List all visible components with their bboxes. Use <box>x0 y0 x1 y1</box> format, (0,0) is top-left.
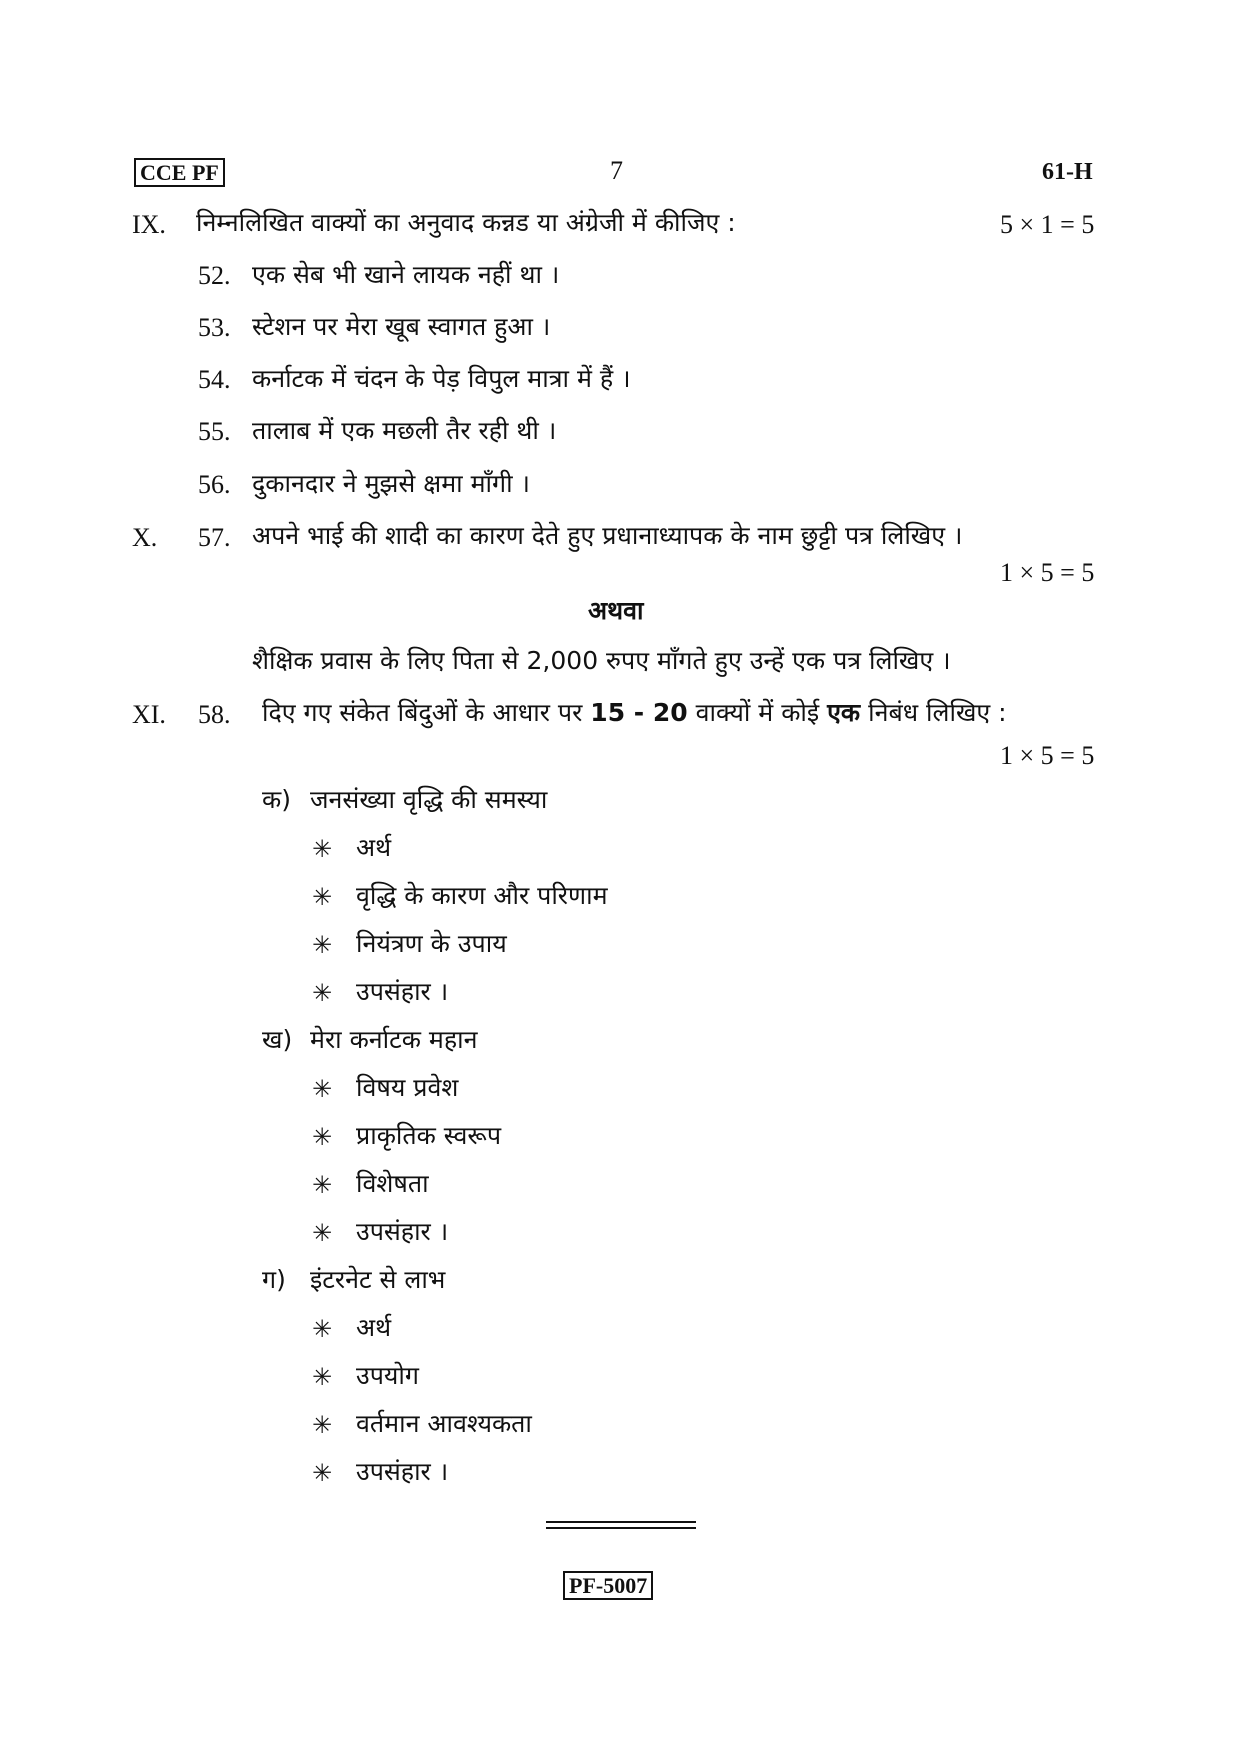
question-text: तालाब में एक मछली तैर रही थी । <box>252 416 557 445</box>
essay-point: नियंत्रण के उपाय <box>356 929 507 958</box>
essay-topic-title: जनसंख्या वृद्धि की समस्या <box>310 785 548 814</box>
section-x-roman: X. <box>132 523 158 552</box>
question-number: 58. <box>198 700 231 729</box>
essay-point: वर्तमान आवश्यकता <box>356 1409 532 1438</box>
section-xi-marks: 1 × 5 = 5 <box>1000 741 1095 770</box>
asterisk-bullet-icon: ✳ <box>312 1459 333 1487</box>
essay-point: विषय प्रवेश <box>356 1073 459 1102</box>
question-text: कर्नाटक में चंदन के पेड़ विपुल मात्रा में हैं । <box>252 364 631 393</box>
alternate-question-text: शैक्षिक प्रवास के लिए पिता से 2,000 रुपए माँगते हुए उन्हें एक पत्र लिखिए । <box>252 646 951 675</box>
question-number: 56. <box>198 470 231 499</box>
or-label: अथवा <box>588 596 644 625</box>
essay-point: वृद्धि के कारण और परिणाम <box>356 881 608 910</box>
essay-point: उपसंहार । <box>356 977 449 1006</box>
question-text: दुकानदार ने मुझसे क्षमा माँगी । <box>252 469 530 498</box>
essay-point: अर्थ <box>356 1313 392 1342</box>
asterisk-bullet-icon: ✳ <box>312 1075 333 1103</box>
asterisk-bullet-icon: ✳ <box>312 1123 333 1151</box>
sentence-count-range: 15 - 20 <box>590 698 688 727</box>
page-number: 7 <box>610 156 623 185</box>
asterisk-bullet-icon: ✳ <box>312 931 333 959</box>
question-text-part: वाक्यों में कोई <box>695 698 820 727</box>
essay-topic-title: इंटरनेट से लाभ <box>310 1265 446 1294</box>
essay-point: विशेषता <box>356 1169 429 1198</box>
essay-point: प्राकृतिक स्वरूप <box>356 1121 502 1150</box>
essay-point: उपयोग <box>356 1361 419 1390</box>
asterisk-bullet-icon: ✳ <box>312 1315 333 1343</box>
section-x-marks: 1 × 5 = 5 <box>1000 558 1095 587</box>
question-number: 52. <box>198 261 231 290</box>
question-text: एक सेब भी खाने लायक नहीं था । <box>252 260 560 289</box>
question-number: 53. <box>198 313 231 342</box>
asterisk-bullet-icon: ✳ <box>312 1411 333 1439</box>
asterisk-bullet-icon: ✳ <box>312 1219 333 1247</box>
asterisk-bullet-icon: ✳ <box>312 1363 333 1391</box>
emphasis-one: एक <box>827 698 861 727</box>
header-box-label: CCE PF <box>134 158 225 187</box>
question-text <box>262 700 1007 725</box>
end-rule-top <box>546 1521 696 1523</box>
essay-topic-label: ग) <box>262 1265 286 1294</box>
section-xi-roman: XI. <box>132 700 166 729</box>
paper-code: 61-H <box>1042 159 1093 185</box>
end-rule-bottom <box>546 1527 696 1529</box>
asterisk-bullet-icon: ✳ <box>312 835 333 863</box>
section-ix-instruction: निम्नलिखित वाक्यों का अनुवाद कन्नड या अंग्रेजी में कीजिए : <box>196 208 736 237</box>
section-ix-roman: IX. <box>132 210 166 239</box>
asterisk-bullet-icon: ✳ <box>312 979 333 1007</box>
essay-topic-label: ख) <box>262 1025 293 1054</box>
essay-topic-label: क) <box>262 785 291 814</box>
asterisk-bullet-icon: ✳ <box>312 883 333 911</box>
question-text-part: निबंध लिखिए : <box>868 698 1007 727</box>
question-number: 57. <box>198 523 231 552</box>
essay-point: अर्थ <box>356 833 392 862</box>
footer-code: PF-5007 <box>563 1571 653 1600</box>
asterisk-bullet-icon: ✳ <box>312 1171 333 1199</box>
question-text: अपने भाई की शादी का कारण देते हुए प्रधानाध्यापक के नाम छुट्टी पत्र लिखिए । <box>252 521 963 550</box>
essay-point: उपसंहार । <box>356 1457 449 1486</box>
question-number: 55. <box>198 417 231 446</box>
essay-topic-title: मेरा कर्नाटक महान <box>310 1025 478 1054</box>
section-ix-marks: 5 × 1 = 5 <box>1000 210 1095 239</box>
question-text-part: दिए गए संकेत बिंदुओं के आधार पर <box>262 698 583 727</box>
question-text: स्टेशन पर मेरा खूब स्वागत हुआ । <box>252 312 551 341</box>
question-number: 54. <box>198 365 231 394</box>
essay-point: उपसंहार । <box>356 1217 449 1246</box>
